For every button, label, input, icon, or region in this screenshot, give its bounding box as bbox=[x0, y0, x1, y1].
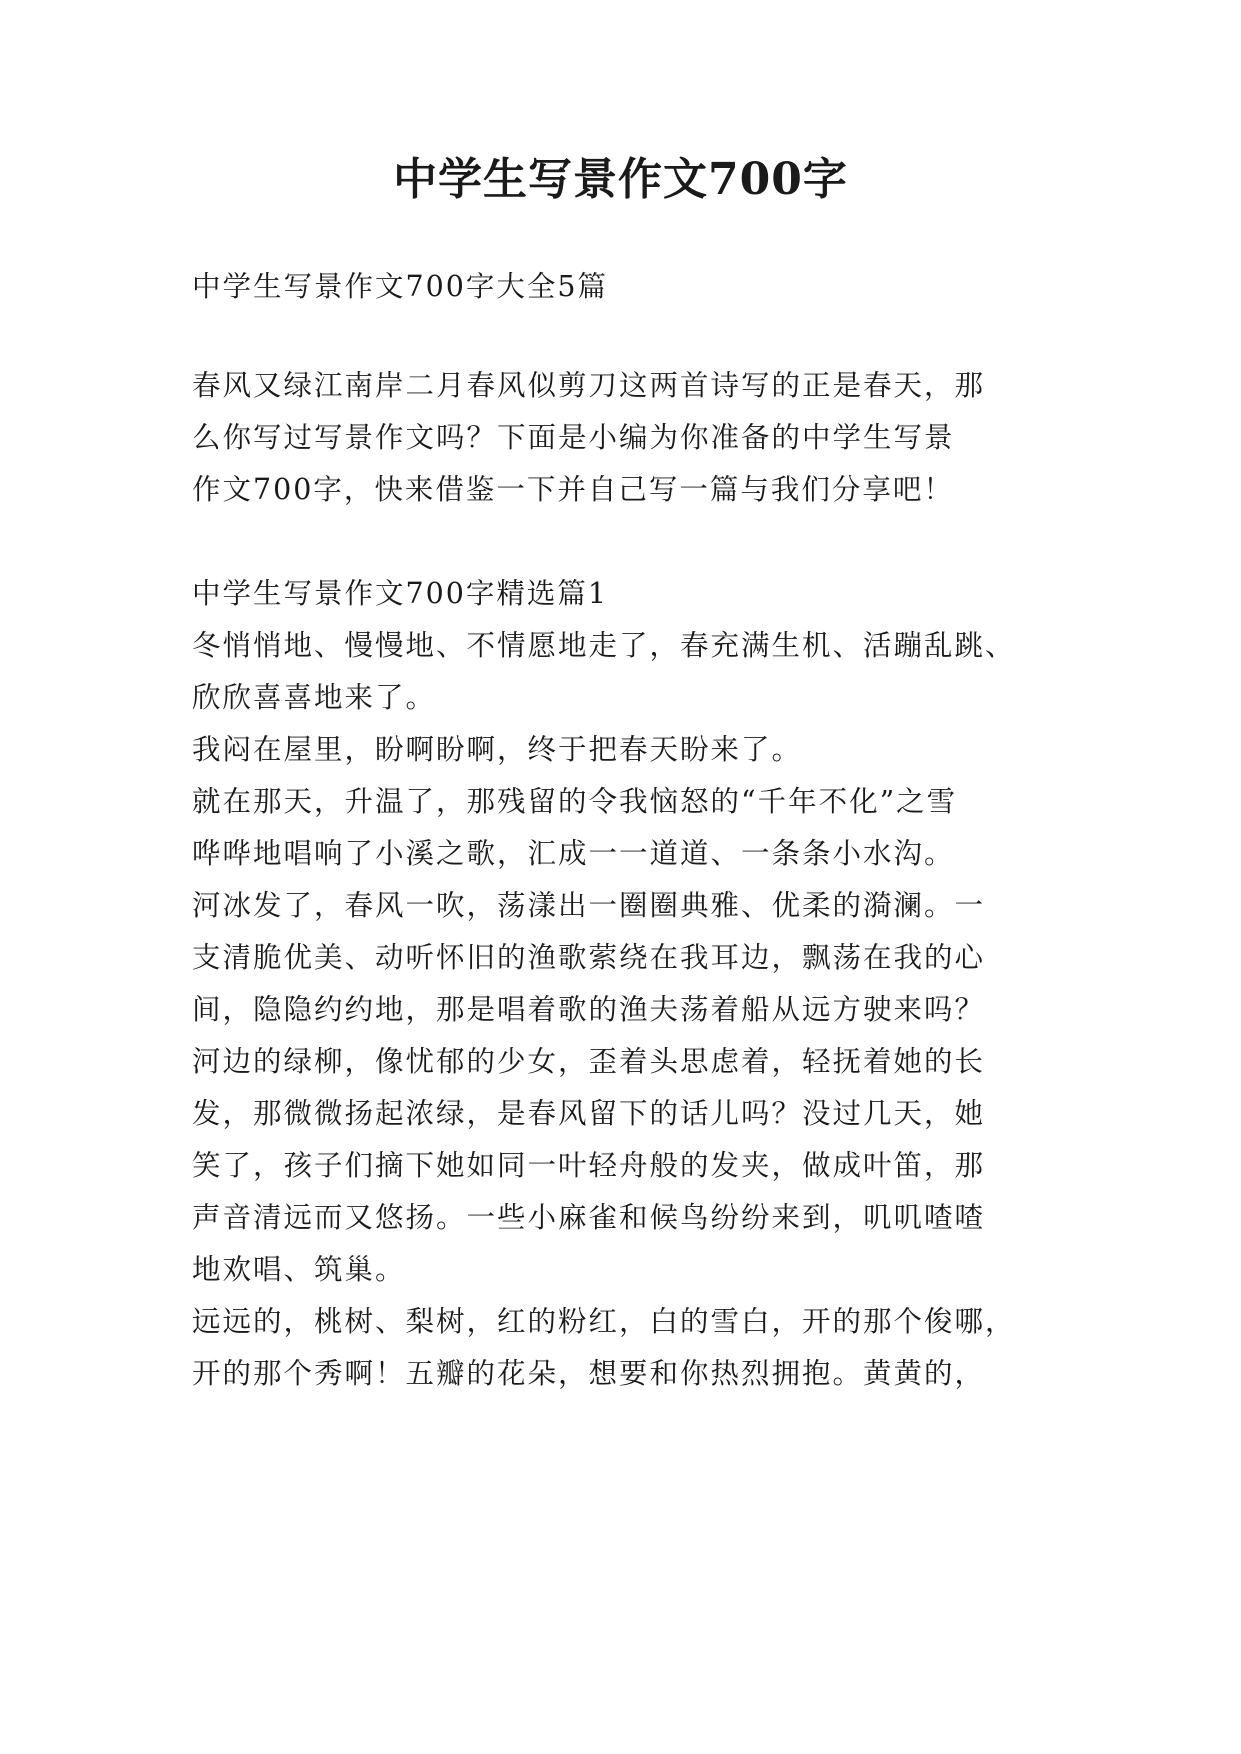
body-line: 开的那个秀啊！五瓣的花朵，想要和你热烈拥抱。黄黄的， bbox=[192, 1357, 986, 1390]
body-line: 笑了，孩子们摘下她如同一叶轻舟般的发夹，做成叶笛，那 bbox=[192, 1149, 986, 1182]
body-line: 欣欣喜喜地来了。 bbox=[192, 681, 437, 714]
intro-line: 么你写过写景作文吗？下面是小编为你准备的中学生写景 bbox=[192, 421, 955, 454]
body-line: 远远的，桃树、梨树，红的粉红，白的雪白，开的那个俊哪， bbox=[192, 1305, 1016, 1338]
body-line: 间，隐隐约约地，那是唱着歌的渔夫荡着船从远方驶来吗？ bbox=[192, 993, 986, 1026]
body-line: 河边的绿柳，像忧郁的少女，歪着头思虑着，轻抚着她的长 bbox=[192, 1045, 986, 1078]
body-line: 支清脆优美、动听怀旧的渔歌萦绕在我耳边，飘荡在我的心 bbox=[192, 941, 986, 974]
intro-line: 春风又绿江南岸二月春风似剪刀这两首诗写的正是春天，那 bbox=[192, 369, 986, 402]
intro-line: 作文700字，快来借鉴一下并自己写一篇与我们分享吧！ bbox=[192, 473, 954, 506]
body-line: 声音清远而又悠扬。一些小麻雀和候鸟纷纷来到，叽叽喳喳 bbox=[192, 1201, 986, 1234]
body-line: 发，那微微扬起浓绿，是春风留下的话儿吗？没过几天，她 bbox=[192, 1097, 986, 1130]
section-heading: 中学生写景作文700字精选篇1 bbox=[192, 577, 609, 610]
body-line: 就在那天，升温了，那残留的令我恼怒的“千年不化”之雪 bbox=[192, 785, 958, 818]
body-line: 哗哗地唱响了小溪之歌，汇成一一道道、一条条小水沟。 bbox=[192, 837, 955, 870]
document-subtitle: 中学生写景作文700字大全5篇 bbox=[192, 270, 609, 303]
body-line: 我闷在屋里，盼啊盼啊，终于把春天盼来了。 bbox=[192, 733, 803, 766]
body-line: 冬悄悄地、慢慢地、不情愿地走了，春充满生机、活蹦乱跳、 bbox=[192, 629, 1016, 662]
document-title: 中学生写景作文700字 bbox=[393, 154, 848, 205]
body-line: 河冰发了，春风一吹，荡漾出一圈圈典雅、优柔的漪澜。一 bbox=[192, 889, 986, 922]
body-line: 地欢唱、筑巢。 bbox=[192, 1253, 406, 1286]
